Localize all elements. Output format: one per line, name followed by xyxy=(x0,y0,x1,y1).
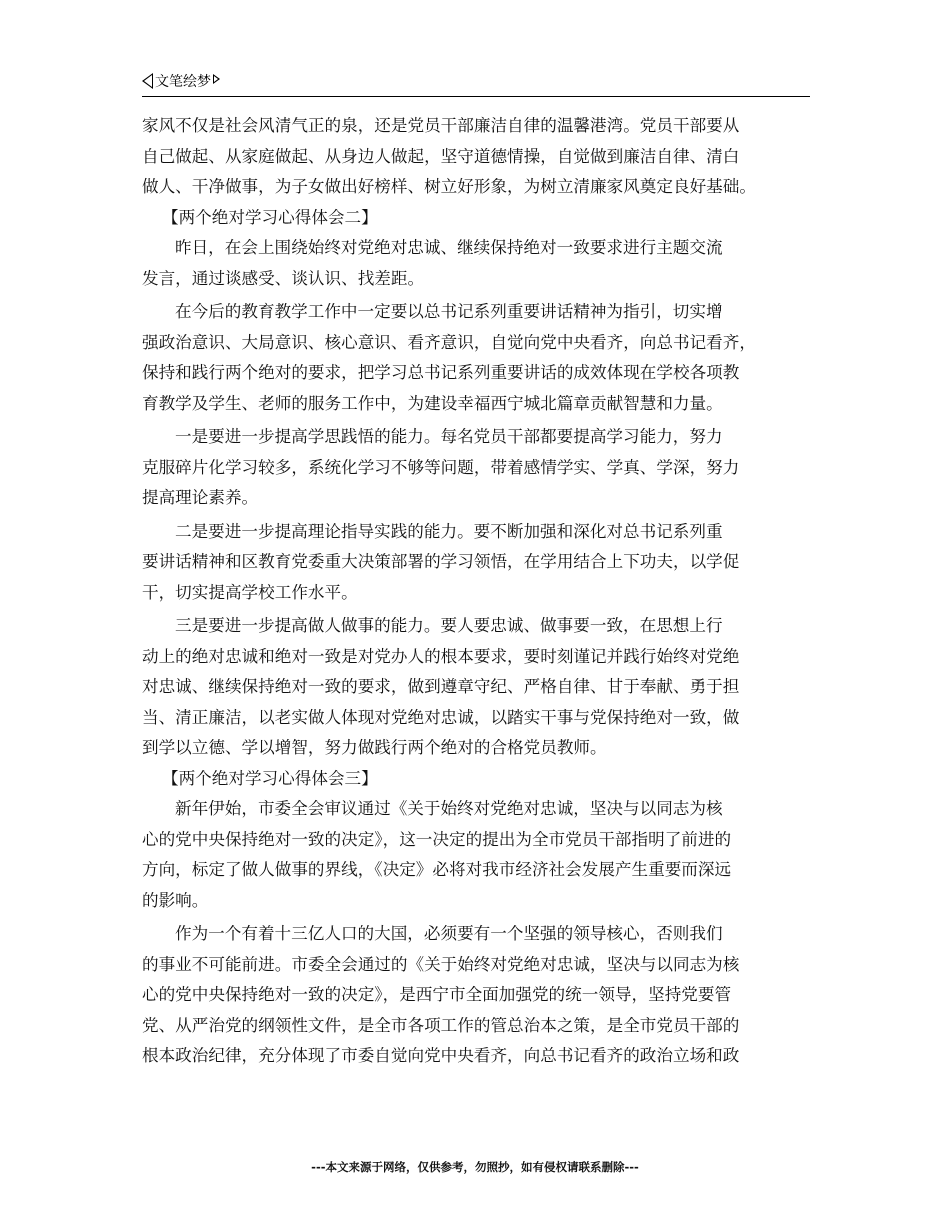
section-heading: 【两个绝对学习心得体会二】 xyxy=(162,207,378,227)
text-line: 新年伊始，市委全会审议通过《关于始终对党绝对忠诚，坚决与以同志为核 xyxy=(175,799,723,818)
text-line: 作为一个有着十三亿人口的大国，必须要有一个坚强的领导核心，否则我们 xyxy=(175,924,723,943)
text-line: 育教学及学生、老师的服务工作中，为建设幸福西宁城北篇章贡献智慧和力量。 xyxy=(142,393,723,413)
text-line: 二是要进一步提高理论指导实践的能力。要不断加强和深化对总书记系列重 xyxy=(175,521,723,541)
text-line: 根本政治纪律，充分体现了市委自觉向党中央看齐，向总书记看齐的政治立场和政 xyxy=(142,1046,740,1065)
text-line: 心的党中央保持绝对一致的决定》，是西宁市全面加强党的统一领导，坚持党要管 xyxy=(142,985,732,1004)
text-line: 党、从严治党的纲领性文件，是全市各项工作的管总治本之策，是全市党员干部的 xyxy=(142,1015,740,1035)
text-line: 自己做起、从家庭做起、从身边人做起，坚守道德情操，自觉做到廉洁自律、清白 xyxy=(142,146,740,166)
text-line: 一是要进一步提高学思践悟的能力。每名党员干部都要提高学习能力，努力 xyxy=(175,427,723,446)
document-body xyxy=(142,111,818,1072)
text-line: 对忠诚、继续保持绝对一致的要求，做到遵章守纪、严格自律、甘于奉献、勇于担 xyxy=(142,677,740,696)
header-divider xyxy=(142,96,810,97)
left-triangle-icon xyxy=(142,73,153,89)
text-line: 心的党中央保持绝对一致的决定》，这一决定的提出为全市党员干部指明了前进的 xyxy=(142,829,732,849)
right-triangle-icon xyxy=(213,74,220,84)
text-line: 的影响。 xyxy=(142,890,209,910)
text-line: 做人、干净做事，为子女做出好榜样、树立好形象，为树立清廉家风奠定良好基础。 xyxy=(142,177,756,196)
text-line: 干，切实提高学校工作水平。 xyxy=(142,582,358,602)
text-line: 家风不仅是社会风清气正的泉，还是党员干部廉洁自律的温馨港湾。党员干部要从 xyxy=(142,116,740,135)
text-line: 三是要进一步提高做人做事的能力。要人要忠诚、做事要一致，在思想上行 xyxy=(175,616,723,635)
header-title: 文笔绘梦 xyxy=(155,74,211,90)
text-line: 的事业不可能前进。市委全会通过的《关于始终对党绝对忠诚，坚决与以同志为核 xyxy=(142,954,740,974)
text-line: 到学以立德、学以增智，努力做践行两个绝对的合格党员教师。 xyxy=(142,738,607,757)
text-line: 方向，标定了做人做事的界线，《决定》必将对我市经济社会发展产生重要而深远 xyxy=(142,860,732,879)
text-line: 昨日，在会上围绕始终对党绝对忠诚、继续保持绝对一致要求进行主题交流 xyxy=(175,238,723,257)
section-heading: 【两个绝对学习心得体会三】 xyxy=(162,768,378,788)
text-line: 要讲话精神和区教育党委重大决策部署的学习领悟，在学用结合上下功夫，以学促 xyxy=(142,552,740,571)
text-line: 发言，通过谈感受、谈认识、找差距。 xyxy=(142,268,425,288)
text-line: 提高理论素养。 xyxy=(142,488,259,507)
text-line: 克服碎片化学习较多，系统化学习不够等问题，带着感情学实、学真、学深，努力 xyxy=(142,457,740,477)
page-header xyxy=(142,71,220,91)
text-line: 强政治意识、大局意识、核心意识、看齐意识，自觉向党中央看齐，向总书记看齐， xyxy=(142,332,756,352)
page-footer: ---本文来源于网络，仅供参考，勿照抄，如有侵权请联系删除--- xyxy=(311,1160,639,1174)
text-line: 动上的绝对忠诚和绝对一致是对党办人的根本要求，要时刻谨记并践行始终对党绝 xyxy=(142,646,740,666)
text-line: 在今后的教育教学工作中一定要以总书记系列重要讲话精神为指引，切实增 xyxy=(175,302,723,321)
text-line: 当、清正廉洁，以老实做人体现对党绝对忠诚，以踏实干事与党保持绝对一致，做 xyxy=(142,707,740,727)
text-line: 保持和践行两个绝对的要求，把学习总书记系列重要讲话的成效体现在学校各项教 xyxy=(142,363,740,382)
